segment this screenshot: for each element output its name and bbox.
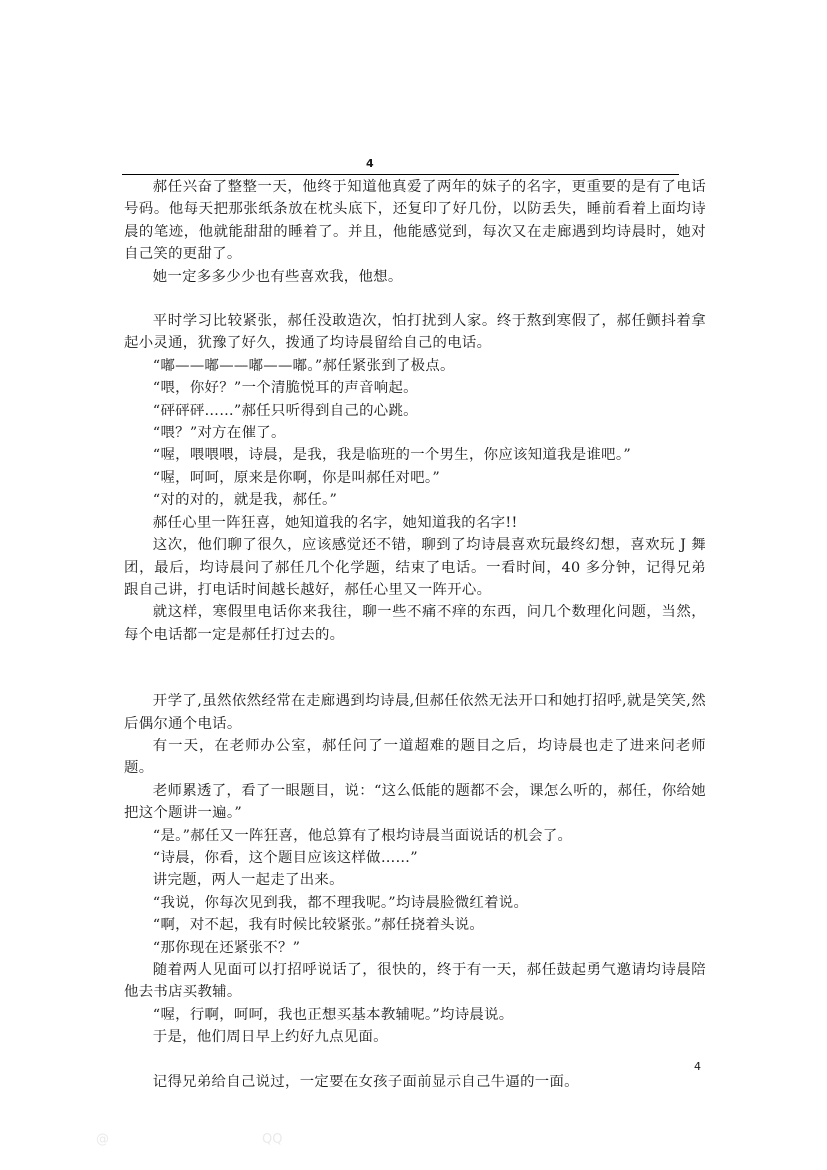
header-rule	[122, 174, 679, 175]
paragraph: 郝任心里一阵狂喜，她知道我的名字，她知道我的名字!!	[152, 514, 518, 531]
section-4	[124, 1071, 706, 1093]
section-3	[124, 690, 706, 1049]
dialogue-line: “喂，你好？”一个清脆悦耳的声音响起。	[152, 380, 418, 397]
section-spacer	[124, 288, 706, 310]
paragraph: 有一天，在老师办公室，郝任问了一道超难的题目之后，均诗晨也走了进来问老师题。	[124, 737, 706, 777]
paragraph: 她一定多多少少也有些喜欢我，他想。	[152, 268, 403, 285]
paragraph: 平时学习比较紧张，郝任没敢造次，怕打扰到人家。终于熬到寒假了，郝任颤抖着拿起小灵通，犹豫了好久，拨通了均诗晨留给自己的电话。	[124, 313, 706, 352]
dialogue-line: “喂？”对方在催了。	[152, 425, 286, 442]
dialogue-line: “是。”郝任又一阵狂喜，他总算有了根均诗晨当面说话的机会了。	[152, 827, 573, 844]
dialogue-line: “喔，喂喂喂，诗晨，是我，我是临班的一个男生，你应该知道我是谁吧。”	[152, 447, 632, 464]
section-spacer	[124, 1049, 706, 1071]
dialogue-line: “嘟——嘟——嘟——嘟。”郝任紧张到了极点。	[152, 357, 455, 374]
dialogue-line: “喔，行啊，呵呵，我也正想买基本教辅呢。”均诗晨说。	[152, 1006, 514, 1023]
header-page-number: 4	[366, 157, 374, 170]
paragraph: 于是，他们周日早上约好九点见面。	[152, 1029, 388, 1046]
paragraph: 老师累透了，看了一眼题目，说：“这么低能的题都不会，课怎么听的，郝任，你给她把这个题讲一遍。”	[124, 782, 706, 822]
section-2	[124, 310, 706, 646]
document-body	[124, 176, 706, 1093]
dialogue-line: “诗晨，你看，这个题目应该这样做……”	[152, 849, 418, 866]
paragraph: 就这样，寒假里电话你来我往，聊一些不痛不痒的东西，问几个数理化问题，当然，每个电话都一定是郝任打过去的。	[124, 604, 706, 643]
section-spacer	[124, 646, 706, 690]
paragraph: 记得兄弟给自己说过，一定要在女孩子面前显示自己牛逼的一面。	[152, 1073, 579, 1090]
paragraph: 随着两人见面可以打招呼说话了，很快的，终于有一天，郝任鼓起勇气邀请均诗晨陪他去书店买教辅。	[124, 962, 706, 1001]
dialogue-line: “我说，你每次见到我，都不理我呢。”均诗晨脸微红着说。	[152, 894, 529, 911]
dialogue-line: “啊，对不起，我有时候比较紧张。”郝任挠着头说。	[152, 917, 485, 934]
dialogue-line: “喔，呵呵，原来是你啊，你是叫郝任对吧。”	[152, 469, 441, 486]
footer-watermark-left: @	[96, 1132, 109, 1147]
paragraph: 开学了,虽然依然经常在走廊遇到均诗晨,但郝任依然无法开口和她打招呼,就是笑笑,然后偶尔通个电话。	[124, 693, 706, 732]
dialogue-line: “那你现在还紧张不？”	[152, 939, 301, 956]
paragraph: 这次，他们聊了很久，应该感觉还不错，聊到了均诗晨喜欢玩最终幻想，喜欢玩 J 舞团，最后，均诗晨问了郝任几个化学题，结束了电话。一看时间，40 多分钟，记得兄弟跟自己讲，打电话时间越长越好，郝任心里又一阵开心。	[124, 537, 706, 598]
dialogue-line: “砰砰砰……”郝任只听得到自己的心跳。	[152, 402, 418, 419]
paragraph: 郝任兴奋了整整一天，他终于知道他真爱了两年的妹子的名字，更重要的是有了电话号码。他每天把那张纸条放在枕头底下，还复印了好几份，以防丢失，睡前看着上面均诗晨的笔迹，他就能甜甜的睡着了。并且，他能感觉到，每次又在走廊遇到均诗晨时，她对自己笑的更甜了。	[124, 179, 706, 263]
dialogue-line: “对的对的，就是我，郝任。”	[152, 492, 338, 509]
footer-page-number: 4	[694, 1060, 701, 1073]
section-1	[124, 176, 706, 288]
footer-watermark-right: QQ	[262, 1132, 283, 1147]
paragraph: 讲完题，两人一起走了出来。	[152, 872, 344, 889]
